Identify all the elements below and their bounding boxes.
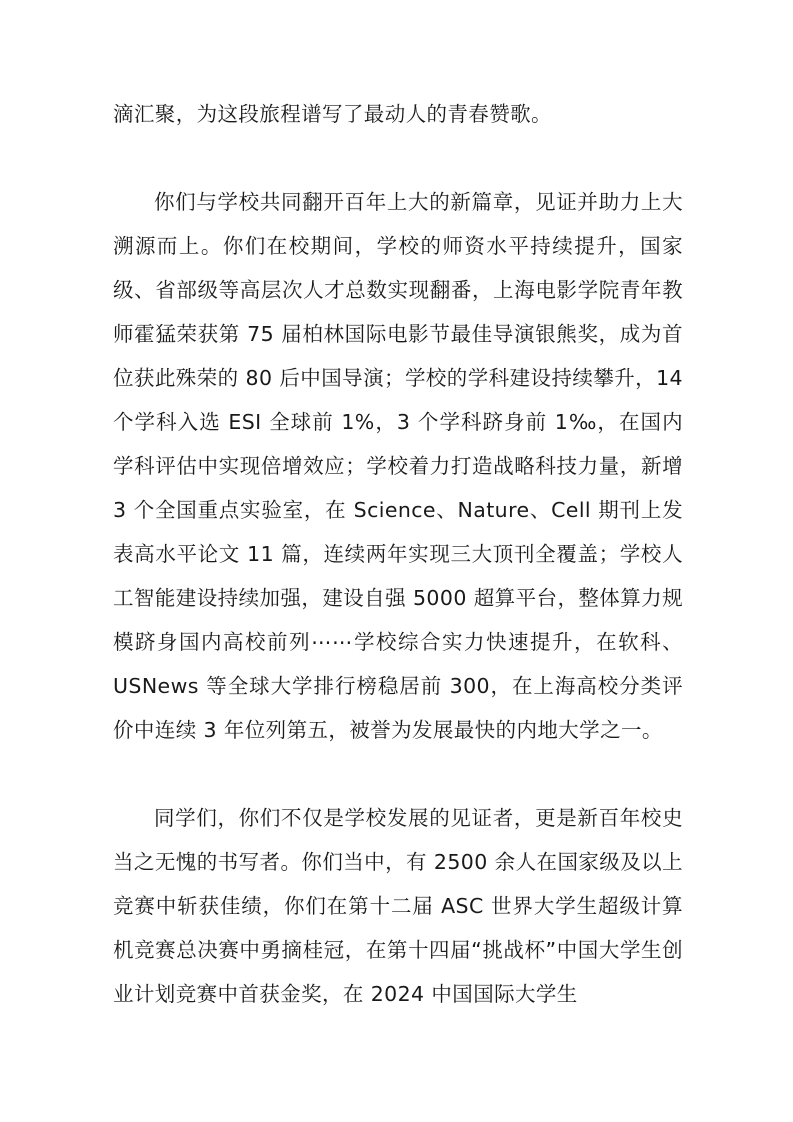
- document-body: [113, 92, 683, 1016]
- paragraph-students-achievements: 同学们，你们不仅是学校发展的见证者，更是新百年校史当之无愧的书写者。你们当中，有 2500 余人在国家级及以上竞赛中斩获佳绩，你们在第十二届 ASC 世界大学生超级计算机竞赛总决赛中勇摘桂冠，在第十四届“挑战杯”中国大学生创业计划竞赛中首获金奖，在 2024 中国国际大学生: [113, 806, 683, 1006]
- paragraph-spacer: [113, 136, 683, 180]
- paragraph-spacer: [113, 752, 683, 796]
- paragraph-continued: 滴汇聚，为这段旅程谱写了最动人的青春赞歌。: [113, 102, 552, 126]
- paragraph-school-development: 你们与学校共同翻开百年上大的新篇章，见证并助力上大溯源而上。你们在校期间，学校的师资水平持续提升，国家级、省部级等高层次人才总数实现翻番，上海电影学院青年教师霍猛荣获第 75 届柏林国际电影节最佳导演银熊奖，成为首位获此殊荣的 80 后中国导演；学校的学科建设持续攀升，14 个学科入选 ESI 全球前 1%，3 个学科跻身前 1‰，在国内学科评估中实现倍增效应；学校着力打造战略科技力量，新增 3 个全国重点实验室，在 Science、Nature、Cell 期刊上发表高水平论文 11 篇，连续两年实现三大顶刊全覆盖；学校人工智能建设持续加强，建设自强 5000 超算平台，整体算力规模跻身国内高校前列⋯⋯学校综合实力快速提升，在软科、USNews 等全球大学排行榜稳居前 300，在上海高校分类评价中连续 3 年位列第五，被誉为发展最快的内地大学之一。: [113, 190, 683, 742]
